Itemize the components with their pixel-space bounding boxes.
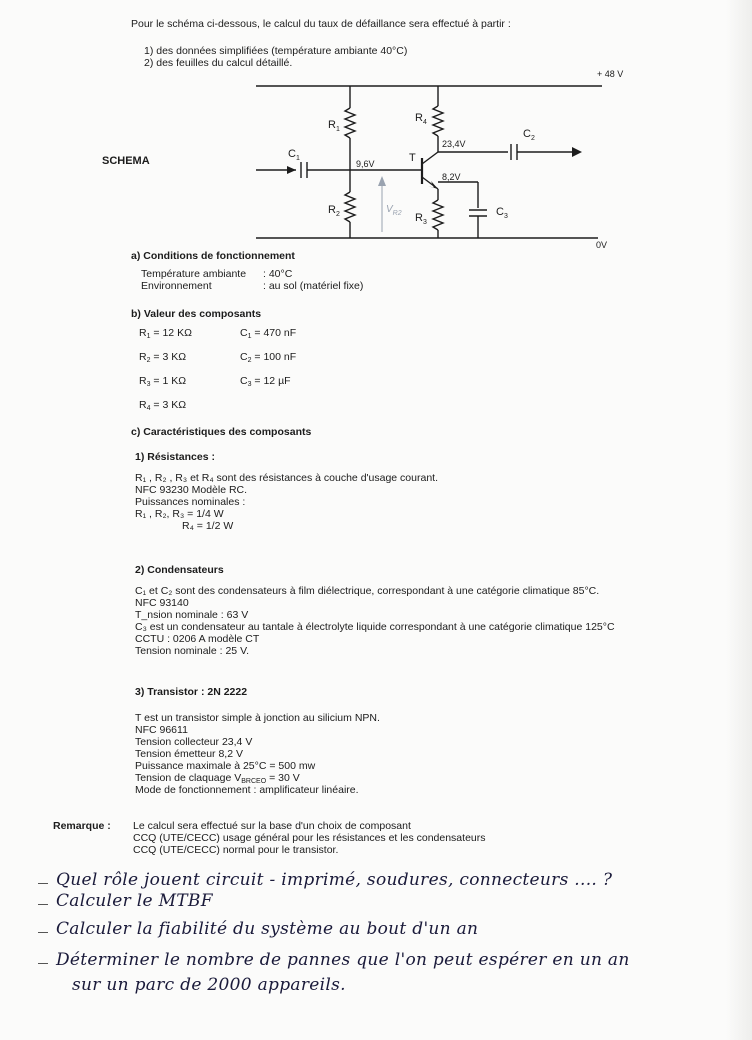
resistances-line-4: R₁ , R₂, R₃ = 1/4 W	[135, 508, 224, 520]
intro-item-1: 1) des données simplifiées (température ambiante 40°C)	[144, 45, 408, 57]
handwritten-line-4: Déterminer le nombre de pannes que l'on peut espérer en un an	[56, 950, 630, 970]
resistances-title: 1) Résistances :	[135, 451, 215, 463]
remark-line-2: CCQ (UTE/CECC) usage général pour les résistances et les condensateurs	[133, 832, 486, 844]
schema-label: SCHEMA	[102, 155, 150, 167]
value-c1: C1 = 470 nF	[240, 327, 297, 340]
r3-label: $R_3$	[415, 212, 427, 226]
condensateurs-line-2: NFC 93140	[135, 597, 189, 609]
transistor-line-5: Puissance maximale à 25°C = 500 mw	[135, 760, 316, 772]
condensateurs-line-5: CCTU : 0206 A modèle CT	[135, 633, 260, 645]
transistor-line-2: NFC 96611	[135, 724, 188, 736]
transistor-line-4: Tension émetteur 8,2 V	[135, 748, 243, 760]
condensateurs-line-3: T_nsion nominale : 63 V	[135, 609, 249, 621]
ground-label: 0V	[596, 240, 608, 250]
r1-resistor	[345, 108, 355, 138]
vr2-annotation: $V_{R2}$	[386, 204, 402, 217]
env-label: Environnement	[141, 280, 212, 292]
handwritten-line-3: Calculer la fiabilité du système au bout d'un an	[56, 919, 479, 939]
handwritten-dash-2	[38, 904, 48, 905]
transistor-collector	[422, 152, 438, 164]
c3-label: $C_3$	[496, 206, 508, 220]
remark-label: Remarque :	[53, 820, 111, 832]
emitter-voltage: 8,2V	[442, 172, 461, 182]
section-c-title: c) Caractéristiques des composants	[131, 426, 312, 438]
r4-resistor	[433, 106, 443, 136]
r2-label: $R_2$	[328, 204, 340, 218]
resistances-line-2: NFC 93230 Modèle RC.	[135, 484, 248, 496]
value-c3: C3 = 12 µF	[240, 375, 291, 388]
supply-label: + 48 V	[597, 69, 624, 79]
c1-label: $C_1$	[288, 148, 300, 162]
r4-label: $R_4$	[415, 112, 427, 126]
intro-text: Pour le schéma ci-dessous, le calcul du taux de défaillance sera effectué à partir :	[131, 18, 511, 30]
transistor-line-1: T est un transistor simple à jonction au silicium NPN.	[135, 712, 380, 724]
transistor-label: T	[409, 152, 416, 164]
output-arrow	[572, 147, 582, 157]
handwritten-line-5: sur un parc de 2000 appareils.	[72, 975, 346, 995]
resistances-line-3: Puissances nominales :	[135, 496, 246, 508]
temp-value: : 40°C	[263, 268, 293, 280]
condensateurs-line-4: C₃ est un condensateur au tantale à électrolyte liquide correspondant à une catégorie climatique 125°C	[135, 621, 615, 633]
vr2-annotation-arrow	[378, 176, 386, 186]
value-r3: R3 = 1 KΩ	[139, 375, 187, 388]
r2-resistor	[345, 192, 355, 222]
r3-resistor	[433, 200, 443, 230]
section-b-title: b) Valeur des composants	[131, 308, 262, 320]
transistor-line-3: Tension collecteur 23,4 V	[135, 736, 253, 748]
transistor-line-7: Mode de fonctionnement : amplificateur linéaire.	[135, 784, 359, 796]
condensateurs-line-1: C₁ et C₂ sont des condensateurs à film diélectrique, correspondant à une catégorie climatique 85°C.	[135, 585, 600, 597]
remark-line-1: Le calcul sera effectué sur la base d'un choix de composant	[133, 820, 411, 832]
handwritten-dash-4	[38, 963, 48, 964]
transistor-title: 3) Transistor : 2N 2222	[135, 686, 248, 698]
r1-label: $R_1$	[328, 119, 340, 133]
env-value: : au sol (matériel fixe)	[263, 280, 364, 292]
value-r4: R4 = 3 KΩ	[139, 399, 187, 412]
resistances-line-5: R₄ = 1/2 W	[182, 520, 234, 532]
handwritten-line-1: Quel rôle jouent circuit - imprimé, soudures, connecteurs .... ?	[56, 870, 613, 890]
base-voltage: 9,6V	[356, 159, 375, 169]
handwritten-dash-1	[38, 883, 48, 884]
resistances-line-1: R₁ , R₂ , R₃ et R₄ sont des résistances à couche d'usage courant.	[135, 472, 438, 484]
collector-voltage: 23,4V	[442, 139, 466, 149]
condensateurs-line-6: Tension nominale : 25 V.	[135, 645, 250, 657]
intro-item-2: 2) des feuilles du calcul détaillé.	[144, 57, 293, 69]
handwritten-dash-3	[38, 932, 48, 933]
transistor-line-6: Tension de claquage VBRCEO = 30 V	[135, 772, 300, 785]
value-r1: R1 = 12 KΩ	[139, 327, 192, 340]
condensateurs-title: 2) Condensateurs	[135, 564, 224, 576]
temp-label: Température ambiante	[141, 268, 247, 280]
circuit-schematic	[0, 0, 752, 260]
handwritten-line-2: Calculer le MTBF	[56, 891, 213, 911]
remark-line-3: CCQ (UTE/CECC) normal pour le transistor.	[133, 844, 339, 856]
value-c2: C2 = 100 nF	[240, 351, 297, 364]
input-arrow	[287, 166, 296, 174]
c2-label: $C_2$	[523, 128, 535, 142]
section-a-title: a) Conditions de fonctionnement	[131, 250, 295, 262]
value-r2: R2 = 3 KΩ	[139, 351, 187, 364]
